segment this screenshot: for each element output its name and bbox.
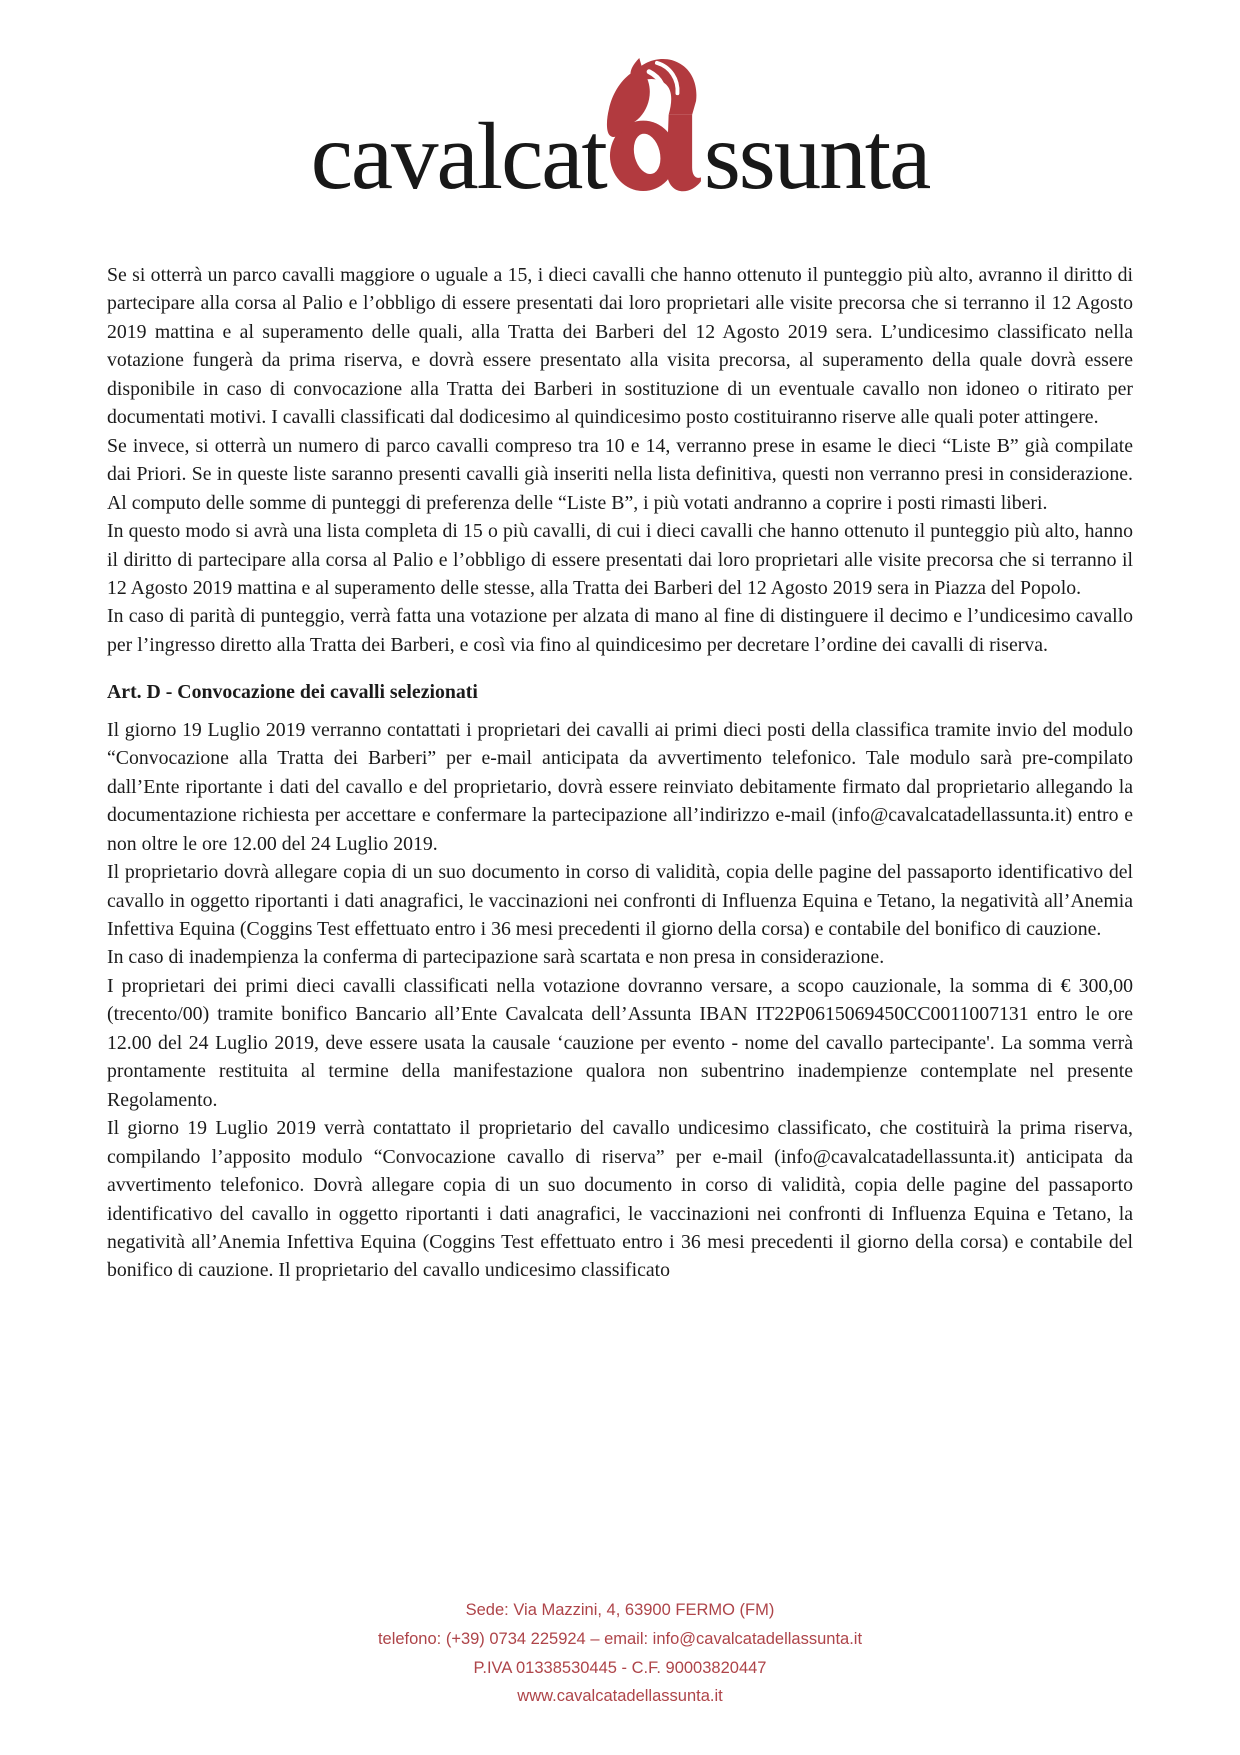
- horse-head-a-icon: [604, 58, 702, 193]
- footer-address: Sede: Via Mazzini, 4, 63900 FERMO (FM): [465, 1601, 775, 1619]
- paragraph: Il giorno 19 Luglio 2019 verrà contattato il proprietario del cavallo undicesimo classificato, che costituirà la prima riserva, compilando l’apposito modulo “Convocazione cavallo di riserva” per e-mail (info@cavalcatadellassunta.it) anticipata da avvertimento telefonico. Dovrà allegare copia di un suo documento in corso di validità, copia delle pagine del passaporto identificativo del cavallo in oggetto riportanti i dati anagrafici, le vaccinazioni nei confronti di Influenza Equina e Tetano, la negatività all’Anemia Infettiva Equina (Coggins Test effettuato entro i 36 mesi precedenti il giorno della corsa) e contabile del bonifico di cauzione. Il proprietario del cavallo undicesimo classificato: [107, 1117, 1133, 1282]
- footer-contacts: telefono: (+39) 0734 225924 – email: info@cavalcatadellassunta.it: [377, 1629, 863, 1648]
- paragraph: I proprietari dei primi dieci cavalli classificati nella votazione dovranno versare, a scopo cauzionale, la somma di € 300,00 (trecento/00) tramite bonifico Bancario all’Ente Cavalcata dell’Assunta IBAN IT22P0615069450CC0011007131 entro le ore 12.00 del 24 Luglio 2019, deve essere usata la causale ‘cauzione per evento - nome del cavallo partecipante'. La somma verrà prontamente restituita al termine della manifestazione qualora non subentrino inadempienze contemplate nel presente Regolamento.: [107, 974, 1133, 1111]
- paragraph: In caso di inadempienza la conferma di partecipazione sarà scartata e non presa in considerazione.: [107, 946, 885, 969]
- paragraph: Il giorno 19 Luglio 2019 verranno contattati i proprietari dei cavalli ai primi dieci posti della classifica tramite invio del modulo “Convocazione alla Tratta dei Barberi” per e-mail anticipata da avvertimento telefonico. Tale modulo sarà pre-compilato dall’Ente riportante i dati del cavallo e del proprietario, dovrà essere reinviato debitamente firmato dal proprietario allegando la documentazione richiesta per accettare e confermare la partecipazione all’indirizzo e-mail (info@cavalcatadellassunta.it) entro e non oltre le ore 12.00 del 24 Luglio 2019.: [107, 718, 1133, 855]
- document-body: [107, 261, 1133, 1285]
- paragraph: Il proprietario dovrà allegare copia di un suo documento in corso di validità, copia delle pagine del passaporto identificativo del cavallo in oggetto riportanti i dati anagrafici, le vaccinazioni nei confronti di Influenza Equina e Tetano, la negatività all’Anemia Infettiva Equina (Coggins Test effettuato entro i 36 mesi precedenti il giorno della corsa) e contabile del bonifico di cauzione.: [107, 861, 1133, 940]
- paragraph: In questo modo si avrà una lista completa di 15 o più cavalli, di cui i dieci cavalli che hanno ottenuto il punteggio più alto, hanno il diritto di partecipare alla corsa al Palio e l’obbligo di essere presentati dai loro proprietari alle visite precorsa che si terranno il 12 Agosto 2019 mattina e al superamento delle stesse, alla Tratta dei Barberi del 12 Agosto 2019 sera in Piazza del Popolo.: [107, 520, 1133, 599]
- footer-website: www.cavalcatadellassunta.it: [517, 1687, 723, 1706]
- paragraph: Se si otterrà un parco cavalli maggiore o uguale a 15, i dieci cavalli che hanno ottenuto il punteggio più alto, avranno il diritto di partecipare alla corsa al Palio e l’obbligo di essere presentati dai loro proprietari alle visite precorsa che si terranno il 12 Agosto 2019 mattina e al superamento delle quali, alla Tratta dei Barberi del 12 Agosto 2019 sera. L’undicesimo classificato nella votazione fungerà da prima riserva, e dovrà essere presentato alla visita precorsa, al superamento della quale dovrà essere disponibile in caso di convocazione alla Tratta dei Barberi in sostituzione di un eventuale cavallo non idoneo o ritirato per documentati motivi. I cavalli classificati dal dodicesimo al quindicesimo posto costituiranno riserve alle quali poter attingere.: [107, 264, 1133, 429]
- page-footer: [0, 1596, 1240, 1711]
- paragraph: In caso di parità di punteggio, verrà fatta una votazione per alzata di mano al fine di distinguere il decimo e l’undicesimo cavallo per l’ingresso diretto alla Tratta dei Barberi, e così via fino al quindicesimo per decretare l’ordine dei cavalli di riserva.: [107, 605, 1133, 656]
- footer-vat-cf: P.IVA 01338530445 - C.F. 90003820447: [473, 1658, 767, 1677]
- section-heading: Art. D - Convocazione dei cavalli selezionati: [107, 681, 478, 704]
- paragraph: Se invece, si otterrà un numero di parco cavalli compreso tra 10 e 14, verranno prese in esame le dieci “Liste B” già compilate dai Priori. Se in queste liste saranno presenti cavalli già inseriti nella lista definitiva, questi non verranno presi in considerazione. Al computo delle somme di punteggi di preferenza delle “Liste B”, i più votati andranno a coprire i posti rimasti liberi.: [107, 434, 1133, 514]
- logo-text-left: cavalcat: [310, 103, 606, 209]
- logo-text-right: ssunta: [703, 103, 930, 209]
- logo: [0, 52, 1240, 209]
